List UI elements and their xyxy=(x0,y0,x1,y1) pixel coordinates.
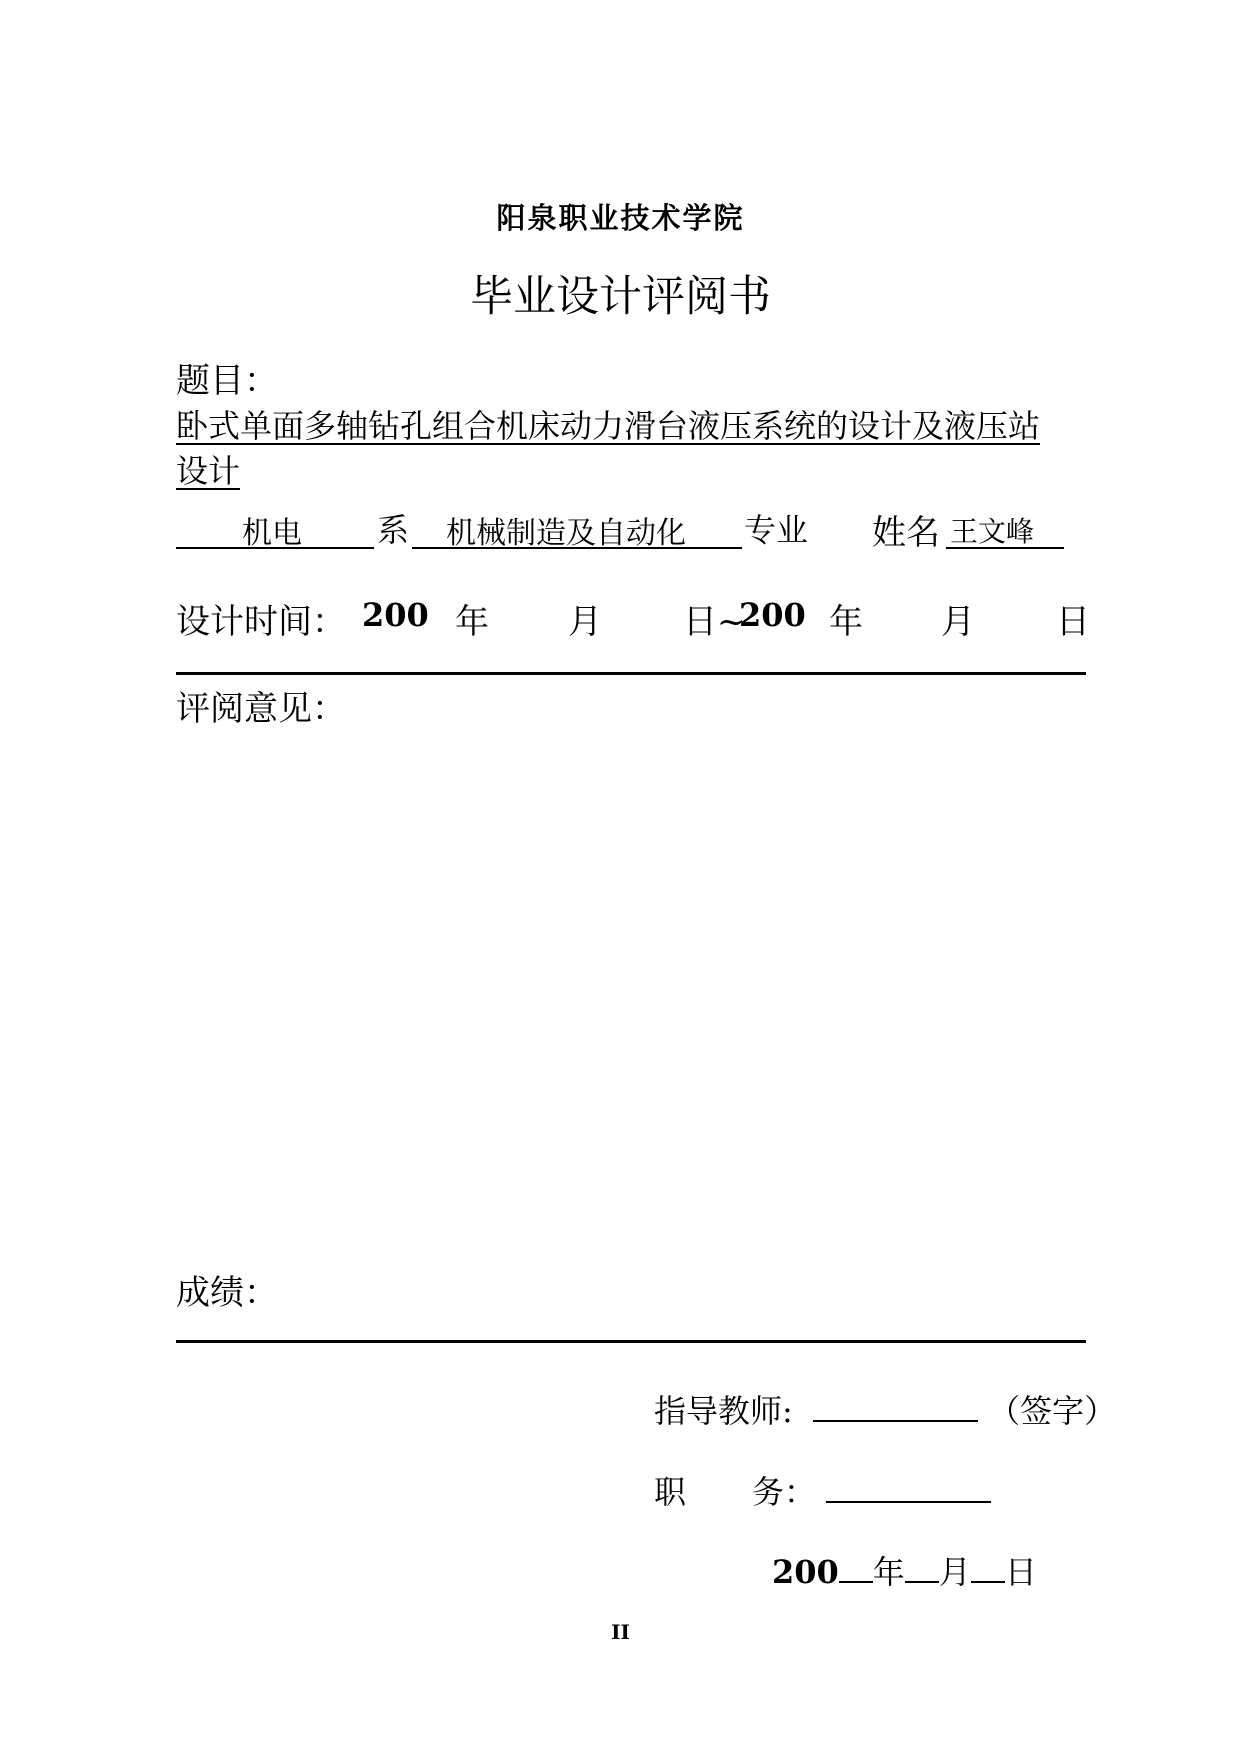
sign-date-day-label: 日 xyxy=(1004,1553,1037,1591)
start-year: 200 xyxy=(362,596,429,634)
sign-date-month-label: 月 xyxy=(938,1553,971,1591)
end-day-label: 日 xyxy=(1056,602,1090,642)
start-day-separator: 日~ xyxy=(683,602,746,642)
advisor-row xyxy=(654,1386,1116,1432)
topic-title-line1: 卧式单面多轴钻孔组合机床动力滑台液压系统的设计及液压站 xyxy=(176,407,1041,445)
design-time-label: 设计时间： xyxy=(176,602,346,642)
department-label: 系 xyxy=(377,511,410,549)
position-row xyxy=(752,1467,991,1513)
position-label-right: 务： xyxy=(752,1473,817,1511)
sign-date-year-label: 年 xyxy=(872,1553,905,1591)
department-value: 机电 xyxy=(242,516,302,551)
institution-name: 阳泉职业技术学院 xyxy=(496,201,745,235)
sign-date-row xyxy=(772,1547,1037,1593)
position-label-left: 职 xyxy=(654,1473,687,1511)
end-year: 200 xyxy=(739,596,806,634)
signature-note: （签字） xyxy=(988,1392,1117,1430)
divider-top xyxy=(176,672,1086,675)
page-number: II xyxy=(611,1620,630,1644)
end-year-label: 年 xyxy=(829,602,863,642)
department-field xyxy=(176,508,374,549)
sign-date-month-blank[interactable] xyxy=(905,1581,939,1583)
sign-date-year-blank[interactable] xyxy=(839,1581,873,1583)
advisor-signature-blank[interactable] xyxy=(813,1420,978,1422)
major-label: 专业 xyxy=(744,511,809,549)
review-comments-label: 评阅意见： xyxy=(176,689,346,729)
position-blank[interactable] xyxy=(826,1501,991,1503)
name-field xyxy=(946,508,1064,549)
sign-date-year: 200 xyxy=(772,1553,839,1591)
major-field xyxy=(412,508,742,549)
start-month-label: 月 xyxy=(568,602,602,642)
topic-label: 题目： xyxy=(176,361,278,401)
grade-label: 成绩： xyxy=(176,1273,278,1313)
divider-grade xyxy=(176,1340,1086,1343)
name-label: 姓名 xyxy=(872,513,940,553)
name-value: 王文峰 xyxy=(950,515,1035,548)
end-month-label: 月 xyxy=(941,602,975,642)
major-value: 机械制造及自动化 xyxy=(446,516,686,551)
sign-date-day-blank[interactable] xyxy=(971,1581,1005,1583)
topic-title-line2: 设计 xyxy=(176,452,241,490)
document-title: 毕业设计评阅书 xyxy=(470,272,771,322)
start-year-label: 年 xyxy=(455,602,489,642)
advisor-label: 指导教师: xyxy=(654,1392,793,1430)
